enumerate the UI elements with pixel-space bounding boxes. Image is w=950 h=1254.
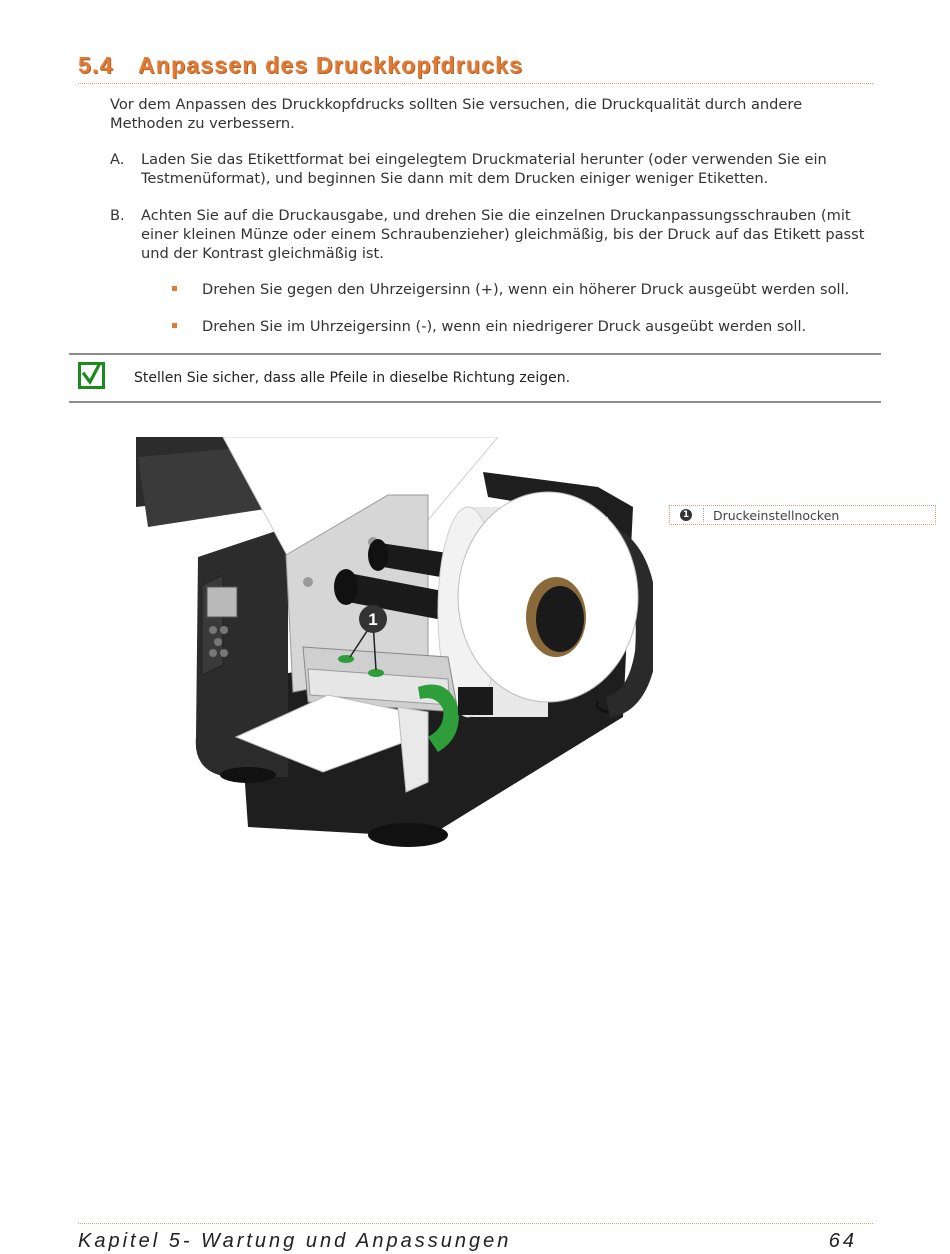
figure-legend xyxy=(669,505,936,525)
footer-chapter: Kapitel 5- Wartung und Anpassungen xyxy=(78,1230,512,1252)
legend-number: 1 xyxy=(680,509,692,521)
step-b xyxy=(110,206,870,263)
callout-number: 1 xyxy=(368,610,378,629)
bullet-item-1 xyxy=(172,280,862,299)
section-heading xyxy=(78,52,873,84)
legend-separator xyxy=(703,508,704,522)
intro-paragraph: Vor dem Anpassen des Druckkopfdrucks sollten Sie versuchen, die Druckqualität durch andere Methoden zu verbessern. xyxy=(110,96,803,132)
bullet-square-icon xyxy=(172,286,177,291)
bullet-text-2: Drehen Sie im Uhrzeigersinn (-), wenn ein niedrigerer Druck ausgeübt werden soll. xyxy=(202,318,807,335)
step-a-label: A. xyxy=(110,151,125,168)
section-number: 5.4 xyxy=(78,52,114,78)
step-b-text: Achten Sie auf die Druckausgabe, und drehen Sie die einzelnen Druckanpassungsschrauben (mit einer kleinen Münze oder einem Schraubenzieher) gleichmäßig, bis der Druck auf das Etikett passt und der Kontrast gleichmäßig ist. xyxy=(141,207,865,262)
bullet-square-icon xyxy=(172,323,177,328)
checkbox-check-icon xyxy=(78,362,105,389)
step-b-label: B. xyxy=(110,207,125,224)
section-title: Anpassen des Druckkopfdrucks xyxy=(138,52,524,78)
step-a-text: Laden Sie das Etikettformat bei eingelegtem Druckmaterial herunter (oder verwenden Sie ein Testmenüformat), und beginnen Sie dann mit dem Drucken einiger weniger Etiketten. xyxy=(141,151,827,187)
legend-label: Druckeinstellnocken xyxy=(713,508,840,523)
note-box xyxy=(69,353,881,403)
step-a xyxy=(110,150,870,188)
footer-page-number: 64 xyxy=(828,1230,857,1252)
bullet-text-1: Drehen Sie gegen den Uhrzeigersinn (+), wenn ein höherer Druck ausgeübt werden soll. xyxy=(202,281,850,298)
page-footer xyxy=(78,1223,873,1253)
bullet-item-2 xyxy=(172,317,862,336)
note-text: Stellen Sie sicher, dass alle Pfeile in dieselbe Richtung zeigen. xyxy=(134,370,571,386)
printer-illustration xyxy=(128,437,653,855)
